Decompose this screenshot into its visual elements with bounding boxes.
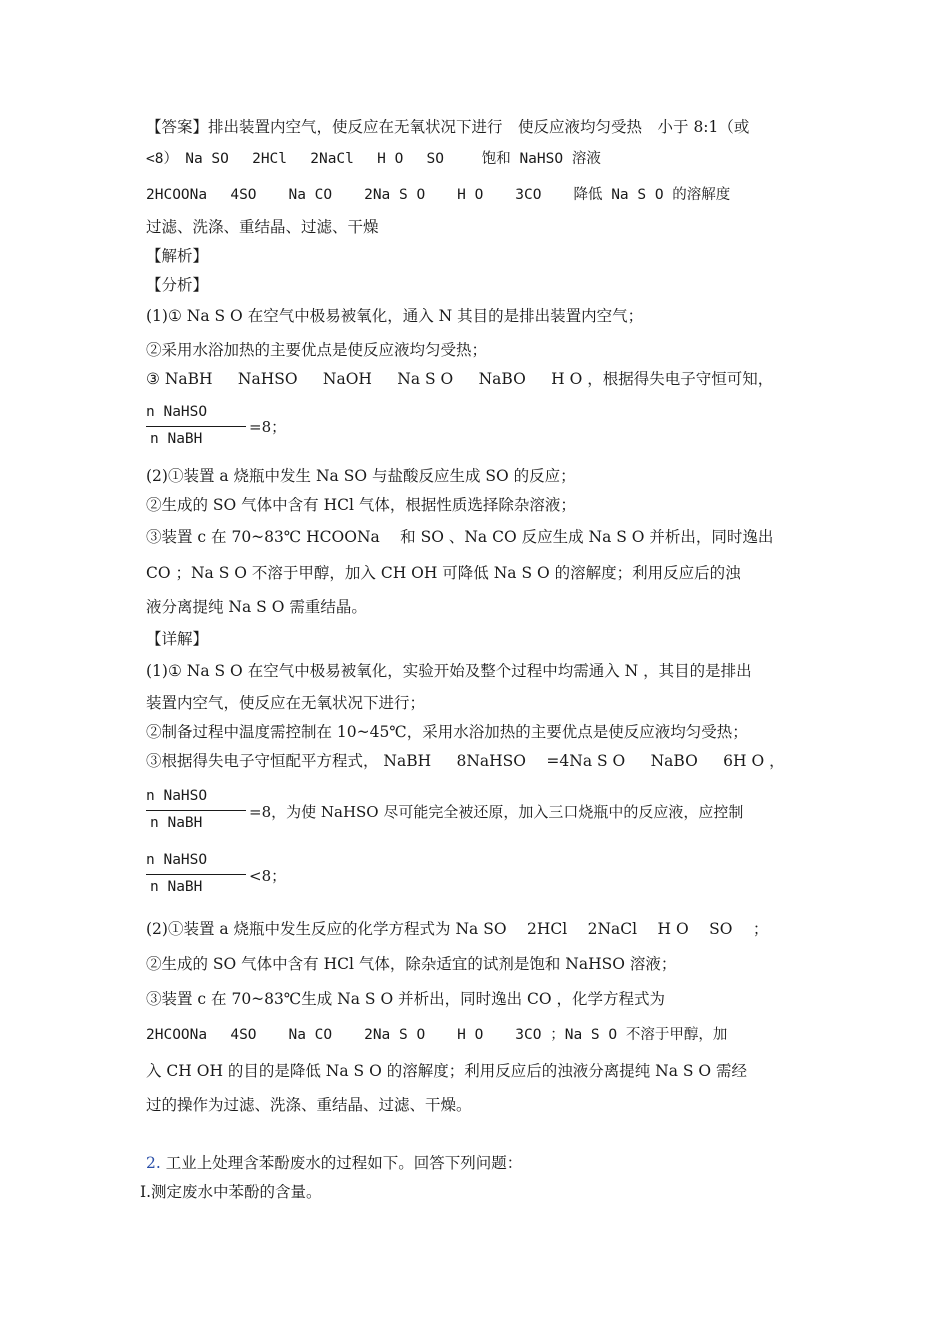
analysis-p7: CO ；Na S O 不溶于甲醇，加入 CH OH 可降低 Na S O 的溶解度；利用反应后的浊 [146, 564, 741, 582]
detail-p1: (1)① Na S O 在空气中极易被氧化，实验开始及整个过程中均需通入 N ，其目的是排出 [146, 662, 752, 680]
question-2 [146, 1152, 522, 1174]
analysis-p5: ②生成的 SO 气体中含有 HCl 气体，根据性质选择除杂溶液； [146, 496, 576, 514]
detail-p9: 入 CH OH 的目的是降低 Na S O 的溶解度；利用反应后的浊液分离提纯 Na S O 需经 [146, 1062, 748, 1080]
document-page: 【答案】排出装置内空气，使反应在无氧状况下进行 使反应液均匀受热 小于 8:1（或 <8） Na SO 2HCl 2NaCl H O SO 饱和 NaHSO 溶液 2HCOONa 4SO Na CO 2Na S O H O 3CO 降低 Na S O 的溶解度 过滤、洗涤、重结晶、过滤、干燥 【解析】 【分析】 (1)① Na S O 在空气中极易被氧化，通入 N 其目的是排出装置内空气； ②采用水浴加热的主要优点是使反应液均匀受热； ③ NaBH NaHSO NaOH Na S O NaBO H O ，根据得失电子守恒可知， n NaHSO n NaBH =8； (2)①装置 a 烧瓶中发生 Na SO 与盐酸反应生成 SO 的反应； ②生成的 SO 气体中含有 HCl 气体，根据性质选择除杂溶液； ③装置 c 在 70~83℃ HCOONa 和 SO 、Na CO 反应生成 Na S O 并析出，同时逸出 CO ；Na S O 不溶于甲醇，加入 CH OH 可降低 Na S O 的溶解度；利用反应后的浊 液分离提纯 Na S O 需重结晶。 【详解】 (1)① Na S O 在空气中极易被氧化，实验开始及整个过程中均需通入 N ，其目的是排出 装置内空气，使反应在无氧状况下进行； ②制备过程中温度需控制在 10~45℃，采用水浴加热的主要优点是使反应液均匀受热； ③根据得失电子守恒配平方程式， NaBH 8NaHSO =4Na S O NaBO 6H O ， n NaHSO n NaBH =8，为使 NaHSO 尽可能完全被还原，加入三口烧瓶中的反应液，应控制 n NaHSO n NaBH <8； (2)①装置 a 烧瓶中发生反应的化学方程式为 Na SO 2HCl 2NaCl H O SO ； ②生成的 SO 气体中含有 HCl 气体，除杂适宜的试剂是饱和 NaHSO 溶液； ③装置 c 在 70~83℃生成 Na S O 并析出，同时逸出 CO ，化学方程式为 2HCOONa 4SO Na CO 2Na S O H O 3CO ；Na S O 不溶于甲醇，加 入 CH OH 的目的是降低 Na S O 的溶解度；利用反应后的浊液分离提纯 Na S O 需经 过的操作为过滤、洗涤、重结晶、过滤、干燥。 2. 工业上处理含苯酚废水的过程如下。回答下列问题： Ⅰ.测定废水中苯酚的含量。 [140, 118, 785, 1201]
detail-p6: ②生成的 SO 气体中含有 HCl 气体，除杂适宜的试剂是饱和 NaHSO 溶液； [146, 955, 677, 973]
detail-p8: 2HCOONa 4SO Na CO 2Na S O H O 3CO ；Na S O 不溶于甲醇，加 [146, 1027, 728, 1043]
analysis-p1: (1)① Na S O 在空气中极易被氧化，通入 N 其目的是排出装置内空气； [146, 307, 644, 325]
detail-p7: ③装置 c 在 70~83℃生成 Na S O 并析出，同时逸出 CO ，化学方程式为 [146, 990, 665, 1008]
detail-p5: (2)①装置 a 烧瓶中发生反应的化学方程式为 Na SO 2HCl 2NaCl H O SO ； [146, 920, 769, 938]
header-jiexi: 【解析】 [146, 247, 209, 265]
question-number: 2. [146, 1154, 161, 1172]
question-2-part-1: Ⅰ.测定废水中苯酚的含量。 [140, 1183, 322, 1201]
answer-line-1: 【答案】排出装置内空气，使反应在无氧状况下进行 使反应液均匀受热 小于 8:1（或 [146, 118, 750, 136]
question-text: 工业上处理含苯酚废水的过程如下。回答下列问题： [165, 1154, 523, 1172]
analysis-p6: ③装置 c 在 70~83℃ HCOONa 和 SO 、Na CO 反应生成 Na S O 并析出，同时逸出 [146, 528, 774, 546]
analysis-p4: (2)①装置 a 烧瓶中发生 Na SO 与盐酸反应生成 SO 的反应； [146, 467, 576, 485]
header-xiangjie: 【详解】 [146, 630, 209, 648]
answer-line-3: 2HCOONa 4SO Na CO 2Na S O H O 3CO 降低 Na S O 的溶解度 [146, 187, 731, 203]
detail-p2: 装置内空气，使反应在无氧状况下进行； [146, 694, 426, 712]
answer-line-2: <8） Na SO 2HCl 2NaCl H O SO 饱和 NaHSO 溶液 [146, 151, 601, 167]
detail-p3: ②制备过程中温度需控制在 10~45℃，采用水浴加热的主要优点是使反应液均匀受热； [146, 723, 748, 741]
analysis-p8: 液分离提纯 Na S O 需重结晶。 [146, 598, 367, 616]
analysis-p3: ③ NaBH NaHSO NaOH Na S O NaBO H O ，根据得失电子守恒可知， [146, 370, 774, 388]
header-fenxi: 【分析】 [146, 276, 209, 294]
detail-p4: ③根据得失电子守恒配平方程式， NaBH 8NaHSO =4Na S O NaBO 6H O ， [146, 752, 785, 770]
answer-line-4: 过滤、洗涤、重结晶、过滤、干燥 [146, 218, 379, 236]
detail-p10: 过的操作为过滤、洗涤、重结晶、过滤、干燥。 [146, 1096, 472, 1114]
answer-tag: 【答案】 [146, 118, 209, 136]
analysis-p2: ②采用水浴加热的主要优点是使反应液均匀受热； [146, 341, 488, 359]
